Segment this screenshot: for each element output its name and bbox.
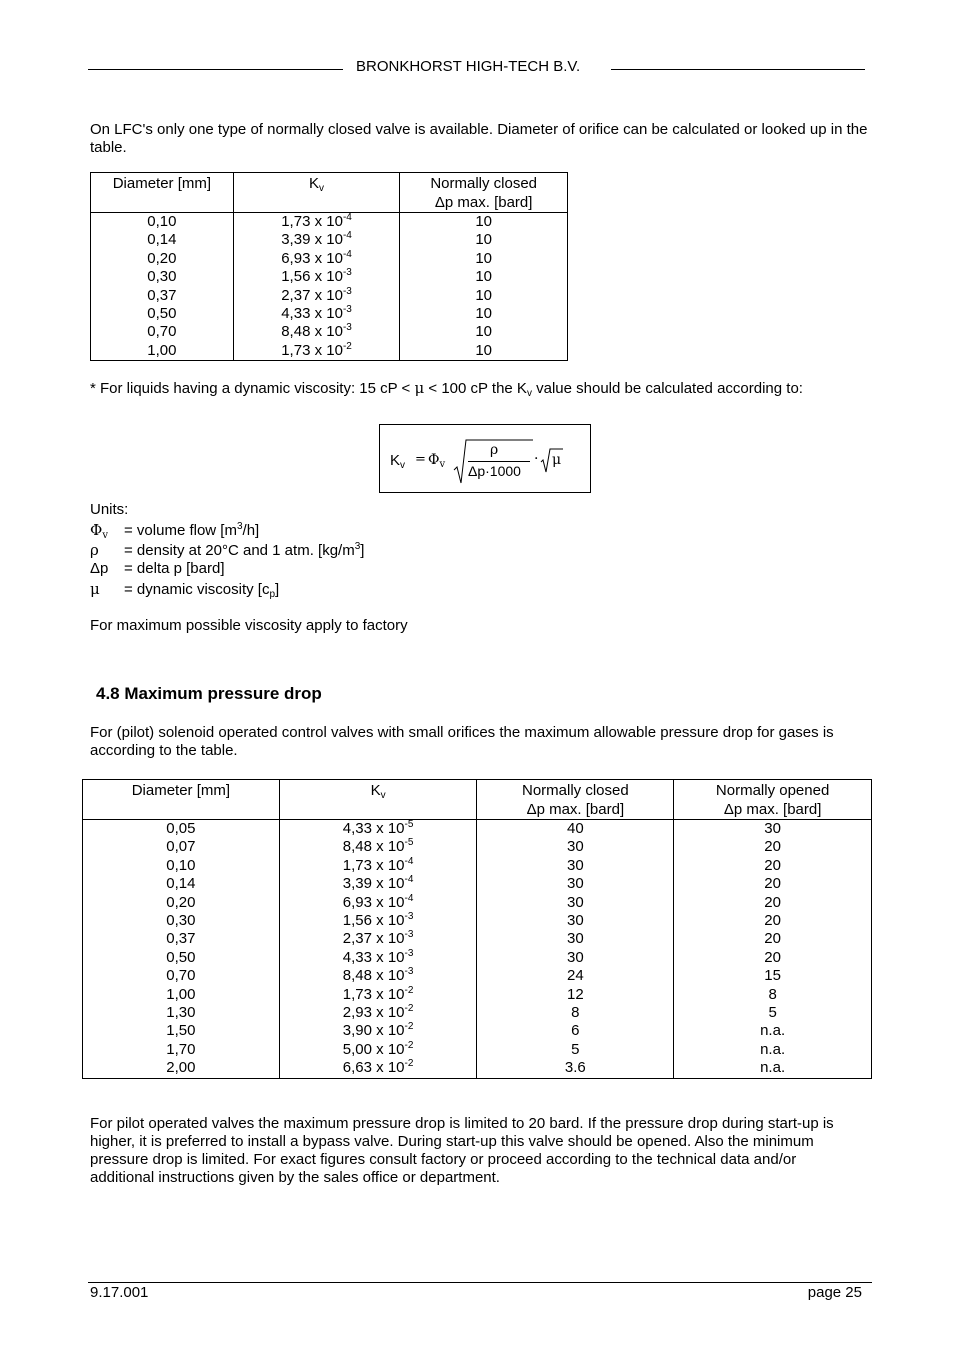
- cell-kv: 2,37 x $10^{-3}$: [233, 287, 400, 305]
- pressure-drop-table: [82, 779, 872, 1079]
- cell-kv: 3,39 x $10^{-4}$: [233, 231, 400, 249]
- formula-equals: =: [415, 452, 426, 467]
- cell-no: 8: [674, 986, 872, 1004]
- cell-kv: 6,63 x $10^{-2}$: [279, 1059, 477, 1078]
- cell-nc: 30: [477, 875, 674, 893]
- table-row: [83, 1041, 872, 1059]
- col-normally-closed: Normally closed Δp max. [bard]: [400, 173, 568, 213]
- cell-d: 1,70: [83, 1041, 280, 1059]
- cell-nc: 8: [477, 1004, 674, 1022]
- cell-kv: 8,48 x $10^{-3}$: [279, 967, 477, 985]
- table-row: [83, 838, 872, 856]
- col-kv: $K_v$: [233, 173, 400, 213]
- cell-no: n.a.: [674, 1022, 872, 1040]
- cell-d: 0,14: [83, 875, 280, 893]
- header-company: BRONKHORST HIGH-TECH B.V.: [356, 58, 581, 75]
- cell-d: 0,50: [83, 949, 280, 967]
- cell-nc: 10: [400, 323, 568, 341]
- cell-no: 30: [674, 820, 872, 839]
- cell-d: 0,70: [83, 967, 280, 985]
- cell-nc: 12: [477, 986, 674, 1004]
- table-row: [91, 268, 568, 286]
- table-row: [83, 912, 872, 930]
- viscosity-factory-note: For maximum possible viscosity apply to factory: [90, 617, 408, 634]
- col-diameter: Diameter [mm]: [91, 173, 234, 213]
- cell-kv: 8,48 x $10^{-5}$: [279, 838, 477, 856]
- table-row: [83, 1004, 872, 1022]
- cell-d: 0,37: [91, 287, 234, 305]
- pressure-drop-table-body: [83, 820, 872, 1079]
- cell-kv: 4,33 x $10^{-3}$: [233, 305, 400, 323]
- cell-d: 0,30: [91, 268, 234, 286]
- table-row: [91, 213, 568, 232]
- cell-kv: 1,73 x $10^{-4}$: [279, 857, 477, 875]
- unit-delta-p: Δp = delta p [bard]: [90, 560, 225, 577]
- cell-kv: 6,93 x $10^{-4}$: [233, 250, 400, 268]
- formula-lhs: $K_v$: [390, 452, 406, 471]
- units-title: Units:: [90, 501, 129, 518]
- cell-kv: 4,33 x $10^{-3}$: [279, 949, 477, 967]
- cell-nc: 40: [477, 820, 674, 839]
- cell-nc: 24: [477, 967, 674, 985]
- header-rule-right: [611, 69, 865, 70]
- table-row: [83, 949, 872, 967]
- cell-kv: 6,93 x $10^{-4}$: [279, 894, 477, 912]
- cell-kv: 1,56 x $10^{-3}$: [233, 268, 400, 286]
- cell-no: 20: [674, 857, 872, 875]
- cell-nc: 10: [400, 231, 568, 249]
- cell-nc: 10: [400, 287, 568, 305]
- footer-doc-number: 9.17.001: [90, 1284, 149, 1301]
- cell-no: 20: [674, 838, 872, 856]
- cell-kv: 2,93 x $10^{-2}$: [279, 1004, 477, 1022]
- cell-kv: 3,39 x $10^{-4}$: [279, 875, 477, 893]
- formula-denominator: Δp·1000: [468, 463, 521, 479]
- formula-dot: ·: [534, 451, 539, 467]
- cell-no: n.a.: [674, 1041, 872, 1059]
- col-normally-opened: Normally opened Δp max. [bard]: [674, 780, 872, 820]
- cell-d: 2,00: [83, 1059, 280, 1078]
- cell-d: 0,20: [91, 250, 234, 268]
- cell-nc: 6: [477, 1022, 674, 1040]
- cell-d: 0,70: [91, 323, 234, 341]
- cell-d: 0,10: [83, 857, 280, 875]
- table-row: [83, 967, 872, 985]
- table-row: [91, 323, 568, 341]
- cell-nc: 5: [477, 1041, 674, 1059]
- cell-d: 0,37: [83, 930, 280, 948]
- cell-kv: 1,56 x $10^{-3}$: [279, 912, 477, 930]
- cell-d: 1,50: [83, 1022, 280, 1040]
- cell-no: 20: [674, 875, 872, 893]
- header-rule-left: [88, 69, 343, 70]
- cell-d: 0,20: [83, 894, 280, 912]
- unit-volume-flow: $\Phi_v$ = volume flow $[m^3/h]$: [90, 521, 260, 541]
- table-row: [91, 231, 568, 249]
- table-row: [91, 305, 568, 323]
- cell-kv: 2,37 x $10^{-3}$: [279, 930, 477, 948]
- cell-no: n.a.: [674, 1059, 872, 1078]
- table-row: [83, 820, 872, 839]
- cell-kv: 1,73 x $10^{-4}$: [233, 213, 400, 232]
- cell-no: 5: [674, 1004, 872, 1022]
- cell-no: 15: [674, 967, 872, 985]
- footer-rule: [88, 1282, 872, 1283]
- cell-d: 0,14: [91, 231, 234, 249]
- cell-nc: 30: [477, 912, 674, 930]
- cell-d: 0,05: [83, 820, 280, 839]
- formula-numerator: ρ: [490, 442, 499, 458]
- cell-kv: 4,33 x $10^{-5}$: [279, 820, 477, 839]
- valve-table-lfc: [90, 172, 568, 361]
- cell-nc: 30: [477, 838, 674, 856]
- unit-density: ρ = density at 20°C and 1 atm. $[kg/m^3]$: [90, 541, 365, 559]
- table-row: [83, 930, 872, 948]
- cell-nc: 30: [477, 930, 674, 948]
- table-row: [83, 875, 872, 893]
- section-paragraph: For (pilot) solenoid operated control valves with small orifices the maximum allowable pressure drop for gases is according to the table.: [90, 724, 834, 759]
- table-row: [83, 986, 872, 1004]
- cell-kv: 3,90 x $10^{-2}$: [279, 1022, 477, 1040]
- valve-table-lfc-body: [91, 213, 568, 361]
- cell-d: 1,30: [83, 1004, 280, 1022]
- kv-formula-box: [379, 424, 591, 493]
- cell-nc: 10: [400, 250, 568, 268]
- cell-kv: 8,48 x $10^{-3}$: [233, 323, 400, 341]
- cell-nc: 30: [477, 894, 674, 912]
- formula-fraction-bar: [468, 461, 530, 462]
- col-normally-closed: Normally closed Δp max. [bard]: [477, 780, 674, 820]
- cell-kv: 1,73 x $10^{-2}$: [279, 986, 477, 1004]
- liquid-viscosity-note: * For liquids having a dynamic viscosity: 15 cP < μ < 100 cP the $K_v$ value should be calculated according to:: [90, 379, 803, 399]
- table-row: [83, 1059, 872, 1078]
- footer-page-number: page 25: [807, 1284, 862, 1301]
- cell-kv: 5,00 x $10^{-2}$: [279, 1041, 477, 1059]
- cell-no: 20: [674, 930, 872, 948]
- table-row: [91, 250, 568, 268]
- col-kv: $K_v$: [279, 780, 477, 820]
- cell-nc: 10: [400, 268, 568, 286]
- cell-nc: 30: [477, 949, 674, 967]
- table-row: [91, 342, 568, 361]
- cell-no: 20: [674, 894, 872, 912]
- cell-d: 1,00: [83, 986, 280, 1004]
- cell-d: 0,30: [83, 912, 280, 930]
- cell-d: 0,50: [91, 305, 234, 323]
- unit-dynamic-viscosity: μ = dynamic viscosity $[c_p]$: [90, 580, 280, 600]
- cell-nc: 10: [400, 305, 568, 323]
- table-row: [91, 287, 568, 305]
- intro-paragraph: On LFC's only one type of normally closed valve is available. Diameter of orifice can be calculated or looked up in the table.: [90, 121, 868, 156]
- table-row: [83, 857, 872, 875]
- formula-phi: $\Phi_v$: [428, 452, 446, 470]
- cell-no: 20: [674, 912, 872, 930]
- cell-kv: 1,73 x $10^{-2}$: [233, 342, 400, 361]
- formula-mu: μ: [552, 452, 562, 468]
- section-heading: 4.8 Maximum pressure drop: [96, 684, 322, 703]
- cell-nc: 3.6: [477, 1059, 674, 1078]
- cell-nc: 10: [400, 213, 568, 232]
- cell-d: 1,00: [91, 342, 234, 361]
- col-diameter: Diameter [mm]: [83, 780, 280, 820]
- table-row: [83, 894, 872, 912]
- cell-d: 0,07: [83, 838, 280, 856]
- table-row: [83, 1022, 872, 1040]
- cell-no: 20: [674, 949, 872, 967]
- cell-nc: 30: [477, 857, 674, 875]
- cell-nc: 10: [400, 342, 568, 361]
- cell-d: 0,10: [91, 213, 234, 232]
- pilot-valves-paragraph: For pilot operated valves the maximum pressure drop is limited to 20 bard. If the pressure drop during start-up is higher, it is preferred to install a bypass valve. During start-up this valve should be opened. Also the minimum pressure drop is limited. For exact figures consult factory or proceed according to the technical data and/or additional instructions given by the sales office or department.: [90, 1115, 834, 1186]
